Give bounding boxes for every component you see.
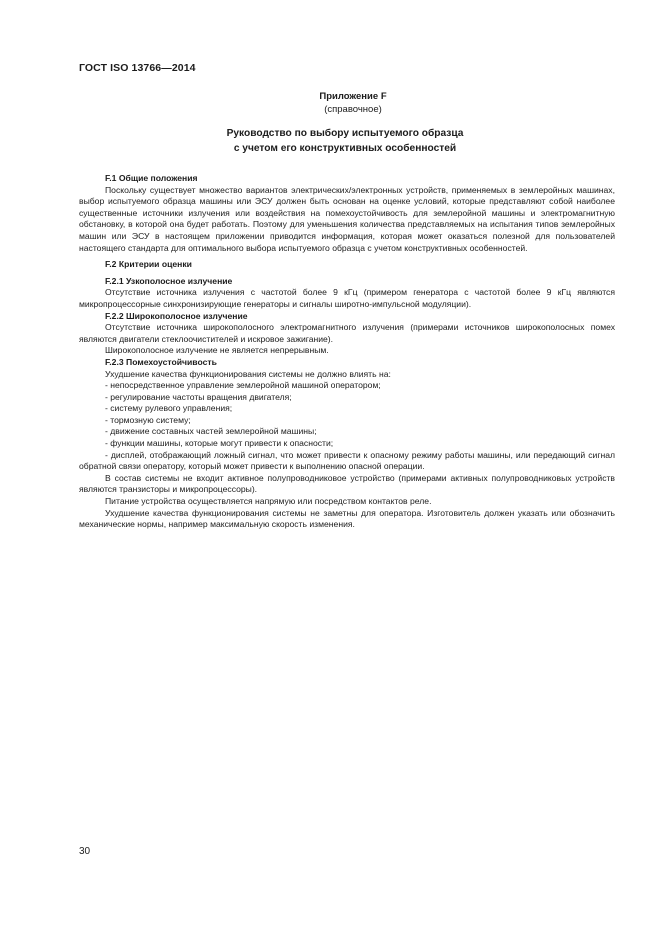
list-item: - движение составных частей землеройной машины;	[105, 426, 317, 437]
paragraph-f23-c: Ухудшение качества функционирования системы не заметны для оператора. Изготовитель должен указать или обозначить механические нормы, например максимальную скорость изменения.	[79, 507, 615, 530]
paragraph-f21: Отсутствие источника излучения с частотой более 9 кГц (примером генератора с частотой более 9 кГц являются микропроцессорные синхронизирующие генераторы и сигналы широтно-импульсной модуляции).	[79, 287, 615, 309]
paragraph-f1: Поскольку существует множество вариантов электрических/электронных устройств, применяемых в землеройных машинах, выбор испытуемого образца машины или ЭСУ должен быть основан на оценке условий, которые представляют собой наиболее существенные источники излучения или воздействия на помехоустойчивость для землеройной машины и электромагнитную обстановку, в которой она будет работать. Поэтому для уменьшения количества представляемых на испытания типов землеройных машин или ЭСУ в настоящем приложении приводится информация, которая может оказаться полезной для пользователей настоящего стандарта для оптимального выбора испытуемого образца с учетом конструктивных особенностей.	[79, 184, 615, 253]
annex-status: (справочное)	[324, 104, 382, 115]
annex-title-line2: с учетом его конструктивных особенностей	[233, 143, 457, 154]
section-heading-f21: F.2.1 Узкополосное излучение	[105, 275, 233, 286]
list-item: - дисплей, отображающий ложный сигнал, что может привести к опасному режиму работы машины, или передающий сигнал обратной связи оператору, который может привести к выполнению опасной операции.	[79, 449, 615, 472]
paragraph-f23-b: Питание устройства осуществляется напрямую или посредством контактов реле.	[105, 496, 432, 507]
section-heading-f23: F.2.3 Помехоустойчивость	[105, 356, 217, 367]
section-heading-f2: F.2 Критерии оценки	[105, 259, 192, 270]
section-heading-f1: F.1 Общие положения	[105, 173, 198, 183]
section-heading-f22: F.2.2 Широкополосное излучение	[105, 310, 248, 321]
paragraph-f22-1: Отсутствие источника широкополосного электромагнитного излучения (примерами источников широкополосных помех являются двигатели стеклоочистителей и искровое зажигание).	[79, 322, 615, 344]
paragraph-f23-intro: Ухудшение качества функционирования системы не должно влиять на:	[105, 368, 391, 379]
paragraph-f22-2: Широкополосное излучение не является непрерывным.	[105, 345, 329, 356]
annex-title-line1: Руководство по выбору испытуемого образца	[226, 128, 464, 139]
list-item: - регулирование частоты вращения двигателя;	[105, 391, 292, 402]
list-item: - тормозную систему;	[105, 414, 191, 425]
document-header: ГОСТ ISO 13766—2014	[79, 62, 196, 74]
list-item: - функции машины, которые могут привести к опасности;	[105, 438, 334, 449]
list-item: - систему рулевого управления;	[105, 403, 233, 414]
document-body	[79, 173, 615, 531]
paragraph-f23-a: В состав системы не входит активное полупроводниковое устройство (примерами активных полупроводниковых устройств являются транзисторы и микропроцессоры).	[79, 472, 615, 495]
page-number: 30	[79, 846, 91, 857]
list-item: - непосредственное управление землеройной машиной оператором;	[105, 380, 381, 391]
annex-label: Приложение F	[319, 91, 387, 102]
